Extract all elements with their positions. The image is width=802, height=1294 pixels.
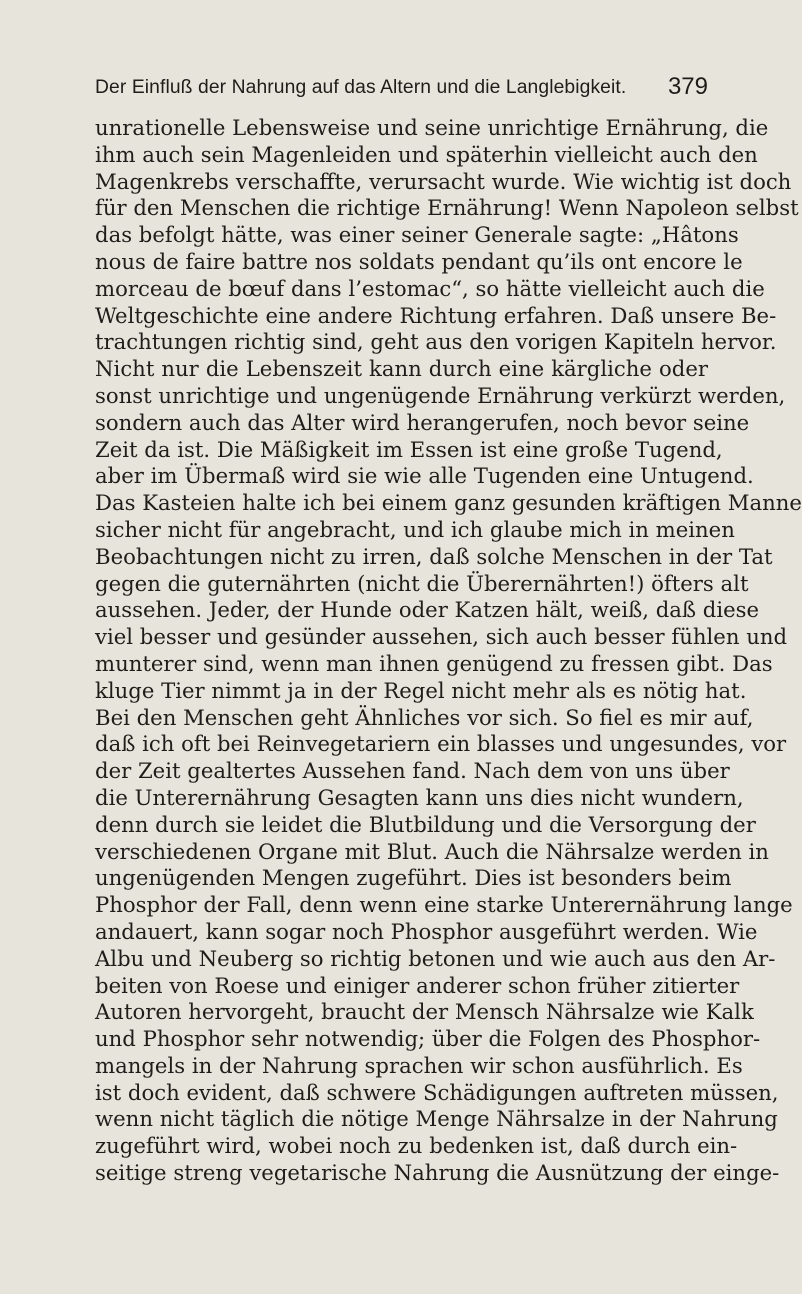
text-line: die Unterernährung Gesagten kann uns dies nicht wundern,	[95, 784, 744, 810]
text-line: Zeit da ist. Die Mäßigkeit im Essen ist eine große Tugend,	[95, 436, 723, 462]
text-line: Weltgeschichte eine andere Richtung erfahren. Daß unsere Be-	[95, 302, 777, 328]
page-number: 379	[667, 73, 708, 100]
body-text	[95, 115, 802, 1187]
text-line: ihm auch sein Magenleiden und späterhin vielleicht auch den	[95, 141, 758, 167]
text-line: aussehen. Jeder, der Hunde oder Katzen hält, weiß, daß diese	[95, 597, 760, 623]
text-line: aber im Übermaß wird sie wie alle Tugenden eine Untugend.	[95, 463, 754, 489]
text-line: Phosphor der Fall, denn wenn eine starke Unterernährung lange	[95, 892, 793, 918]
text-line: das befolgt hätte, was einer seiner Generale sagte: „Hâtons	[95, 222, 739, 248]
text-line: munterer sind, wenn man ihnen genügend zu fressen gibt. Das	[95, 650, 773, 676]
text-line: denn durch sie leidet die Blutbildung und die Versorgung der	[95, 811, 756, 837]
text-line: ungenügenden Mengen zugeführt. Dies ist besonders beim	[95, 865, 732, 891]
text-line: trachtungen richtig sind, geht aus den vorigen Kapiteln hervor.	[95, 329, 777, 355]
text-line: sicher nicht für angebracht, und ich glaube mich in meinen	[95, 516, 735, 542]
text-line: Bei den Menschen geht Ähnliches vor sich. So fiel es mir auf,	[95, 704, 754, 730]
text-line: Magenkrebs verschaffte, verursacht wurde. Wie wichtig ist doch	[95, 168, 792, 194]
text-line: Autoren hervorgeht, braucht der Mensch Nährsalze wie Kalk	[95, 999, 754, 1025]
text-line: gegen die guternährten (nicht die Überernährten!) öfters alt	[95, 570, 749, 596]
text-line: Beobachtungen nicht zu irren, daß solche Menschen in der Tat	[95, 543, 773, 569]
text-line: verschiedenen Organe mit Blut. Auch die Nährsalze werden in	[95, 838, 769, 864]
text-line: nous de faire battre nos soldats pendant qu’ils ont encore le	[95, 248, 743, 274]
text-line: seitige streng vegetarische Nahrung die Ausnützung der einge-	[95, 1160, 780, 1186]
text-line: sondern auch das Alter wird herangerufen, noch bevor seine	[95, 409, 750, 435]
text-line: wenn nicht täglich die nötige Menge Nährsalze in der Nahrung	[95, 1106, 778, 1132]
page-header	[95, 73, 708, 105]
text-line: mangels in der Nahrung sprachen wir schon ausführlich. Es	[95, 1052, 743, 1078]
text-line: beiten von Roese und einiger anderer schon früher zitierter	[95, 972, 740, 998]
text-line: und Phosphor sehr notwendig; über die Folgen des Phosphor-	[95, 1026, 761, 1052]
text-line: morceau de bœuf dans l’estomac“, so hätte vielleicht auch die	[95, 275, 765, 301]
running-head: Der Einfluß der Nahrung auf das Altern und die Langlebigkeit.	[95, 77, 627, 98]
text-line: für den Menschen die richtige Ernährung! Wenn Napoleon selbst	[95, 195, 799, 221]
text-line: kluge Tier nimmt ja in der Regel nicht mehr als es nötig hat.	[95, 677, 747, 703]
text-line: Das Kasteien halte ich bei einem ganz gesunden kräftigen Manne	[95, 490, 802, 516]
text-line: viel besser und gesünder aussehen, sich auch besser fühlen und	[95, 624, 788, 650]
text-line: sonst unrichtige und ungenügende Ernährung verkürzt werden,	[95, 382, 786, 408]
text-line: Nicht nur die Lebenszeit kann durch eine kärgliche oder	[95, 356, 708, 382]
text-line: daß ich oft bei Reinvegetariern ein blasses und ungesundes, vor	[95, 731, 787, 757]
text-line: der Zeit gealtertes Aussehen fand. Nach dem von uns über	[95, 758, 730, 784]
text-line: ist doch evident, daß schwere Schädigungen auftreten müssen,	[95, 1079, 779, 1105]
text-line: Albu und Neuberg so richtig betonen und wie auch aus den Ar-	[95, 945, 776, 971]
text-line: unrationelle Lebensweise und seine unrichtige Ernährung, die	[95, 115, 769, 140]
text-line: andauert, kann sogar noch Phosphor ausgeführt werden. Wie	[95, 918, 758, 944]
text-line: zugeführt wird, wobei noch zu bedenken ist, daß durch ein-	[95, 1133, 738, 1159]
